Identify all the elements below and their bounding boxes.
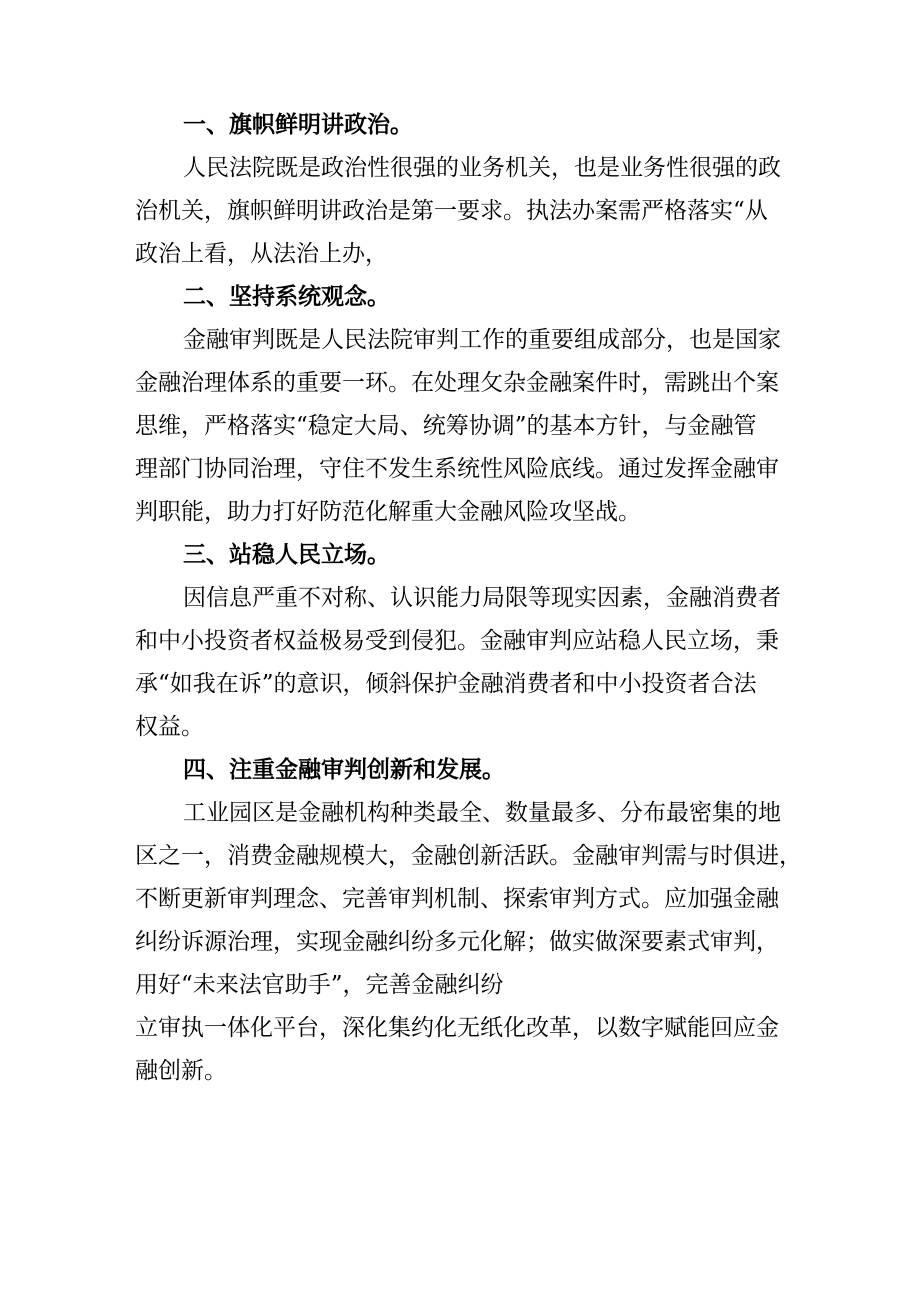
paragraph-line: 融创新。 — [135, 1058, 227, 1084]
paragraph-line: 思维，严格落实“稳定大局、统筹协调”的基本方针，与金融管 — [135, 413, 757, 439]
paragraph-line: 权益。 — [135, 714, 204, 740]
section-heading: 一、旗帜鲜明讲政治。 — [183, 111, 413, 138]
paragraph-line: 承“如我在诉”的意识，倾斜保护金融消费者和中小投资者合法 — [135, 671, 757, 697]
paragraph-line: 用好“未来法官助手”，完善金融纠纷 — [135, 972, 504, 998]
paragraph-line: 立审执一体化平台，深化集约化无纸化改革，以数字赋能回应金 — [135, 1015, 779, 1041]
paragraph-line: 金融审判既是人民法院审判工作的重要组成部分，也是国家 — [183, 327, 781, 353]
paragraph-line: 理部门协同治理，守住不发生系统性风险底线。通过发挥金融审 — [135, 456, 779, 482]
section-heading: 二、坚持系统观念。 — [183, 283, 390, 310]
paragraph-line: 人民法院既是政治性很强的业务机关，也是业务性很强的政 — [183, 155, 781, 181]
paragraph-line: 判职能，助力打好防范化解重大金融风险攻坚战。 — [135, 499, 641, 525]
section-heading: 三、站稳人民立场。 — [183, 541, 390, 568]
section-heading: 四、注重金融审判创新和发展。 — [183, 756, 505, 783]
paragraph-line: 区之一，消费金融规模大，金融创新活跃。金融审判需与时俱进， — [135, 843, 802, 869]
paragraph-line: 纠纷诉源治理，实现金融纠纷多元化解；做实做深要素式审判， — [135, 929, 779, 955]
paragraph-line: 治机关，旗帜鲜明讲政治是第一要求。执法办案需严格落实“从 — [135, 198, 768, 224]
paragraph-line: 不断更新审判理念、完善审判机制、探索审判方式。应加强金融 — [135, 886, 779, 912]
paragraph-line: 政治上看，从法治上办， — [135, 241, 388, 267]
paragraph-line: 金融治理体系的重要一环。在处理攵杂金融案件时，需跳出个案 — [135, 370, 779, 396]
paragraph-line: 因信息严重不对称、认识能力局限等现实因素，金融消费者 — [183, 585, 781, 611]
paragraph-line: 工业园区是金融机构种类最全、数量最多、分布最密集的地 — [183, 800, 781, 826]
paragraph-line: 和中小投资者权益极易受到侵犯。金融审判应站稳人民立场，秉 — [135, 628, 779, 654]
